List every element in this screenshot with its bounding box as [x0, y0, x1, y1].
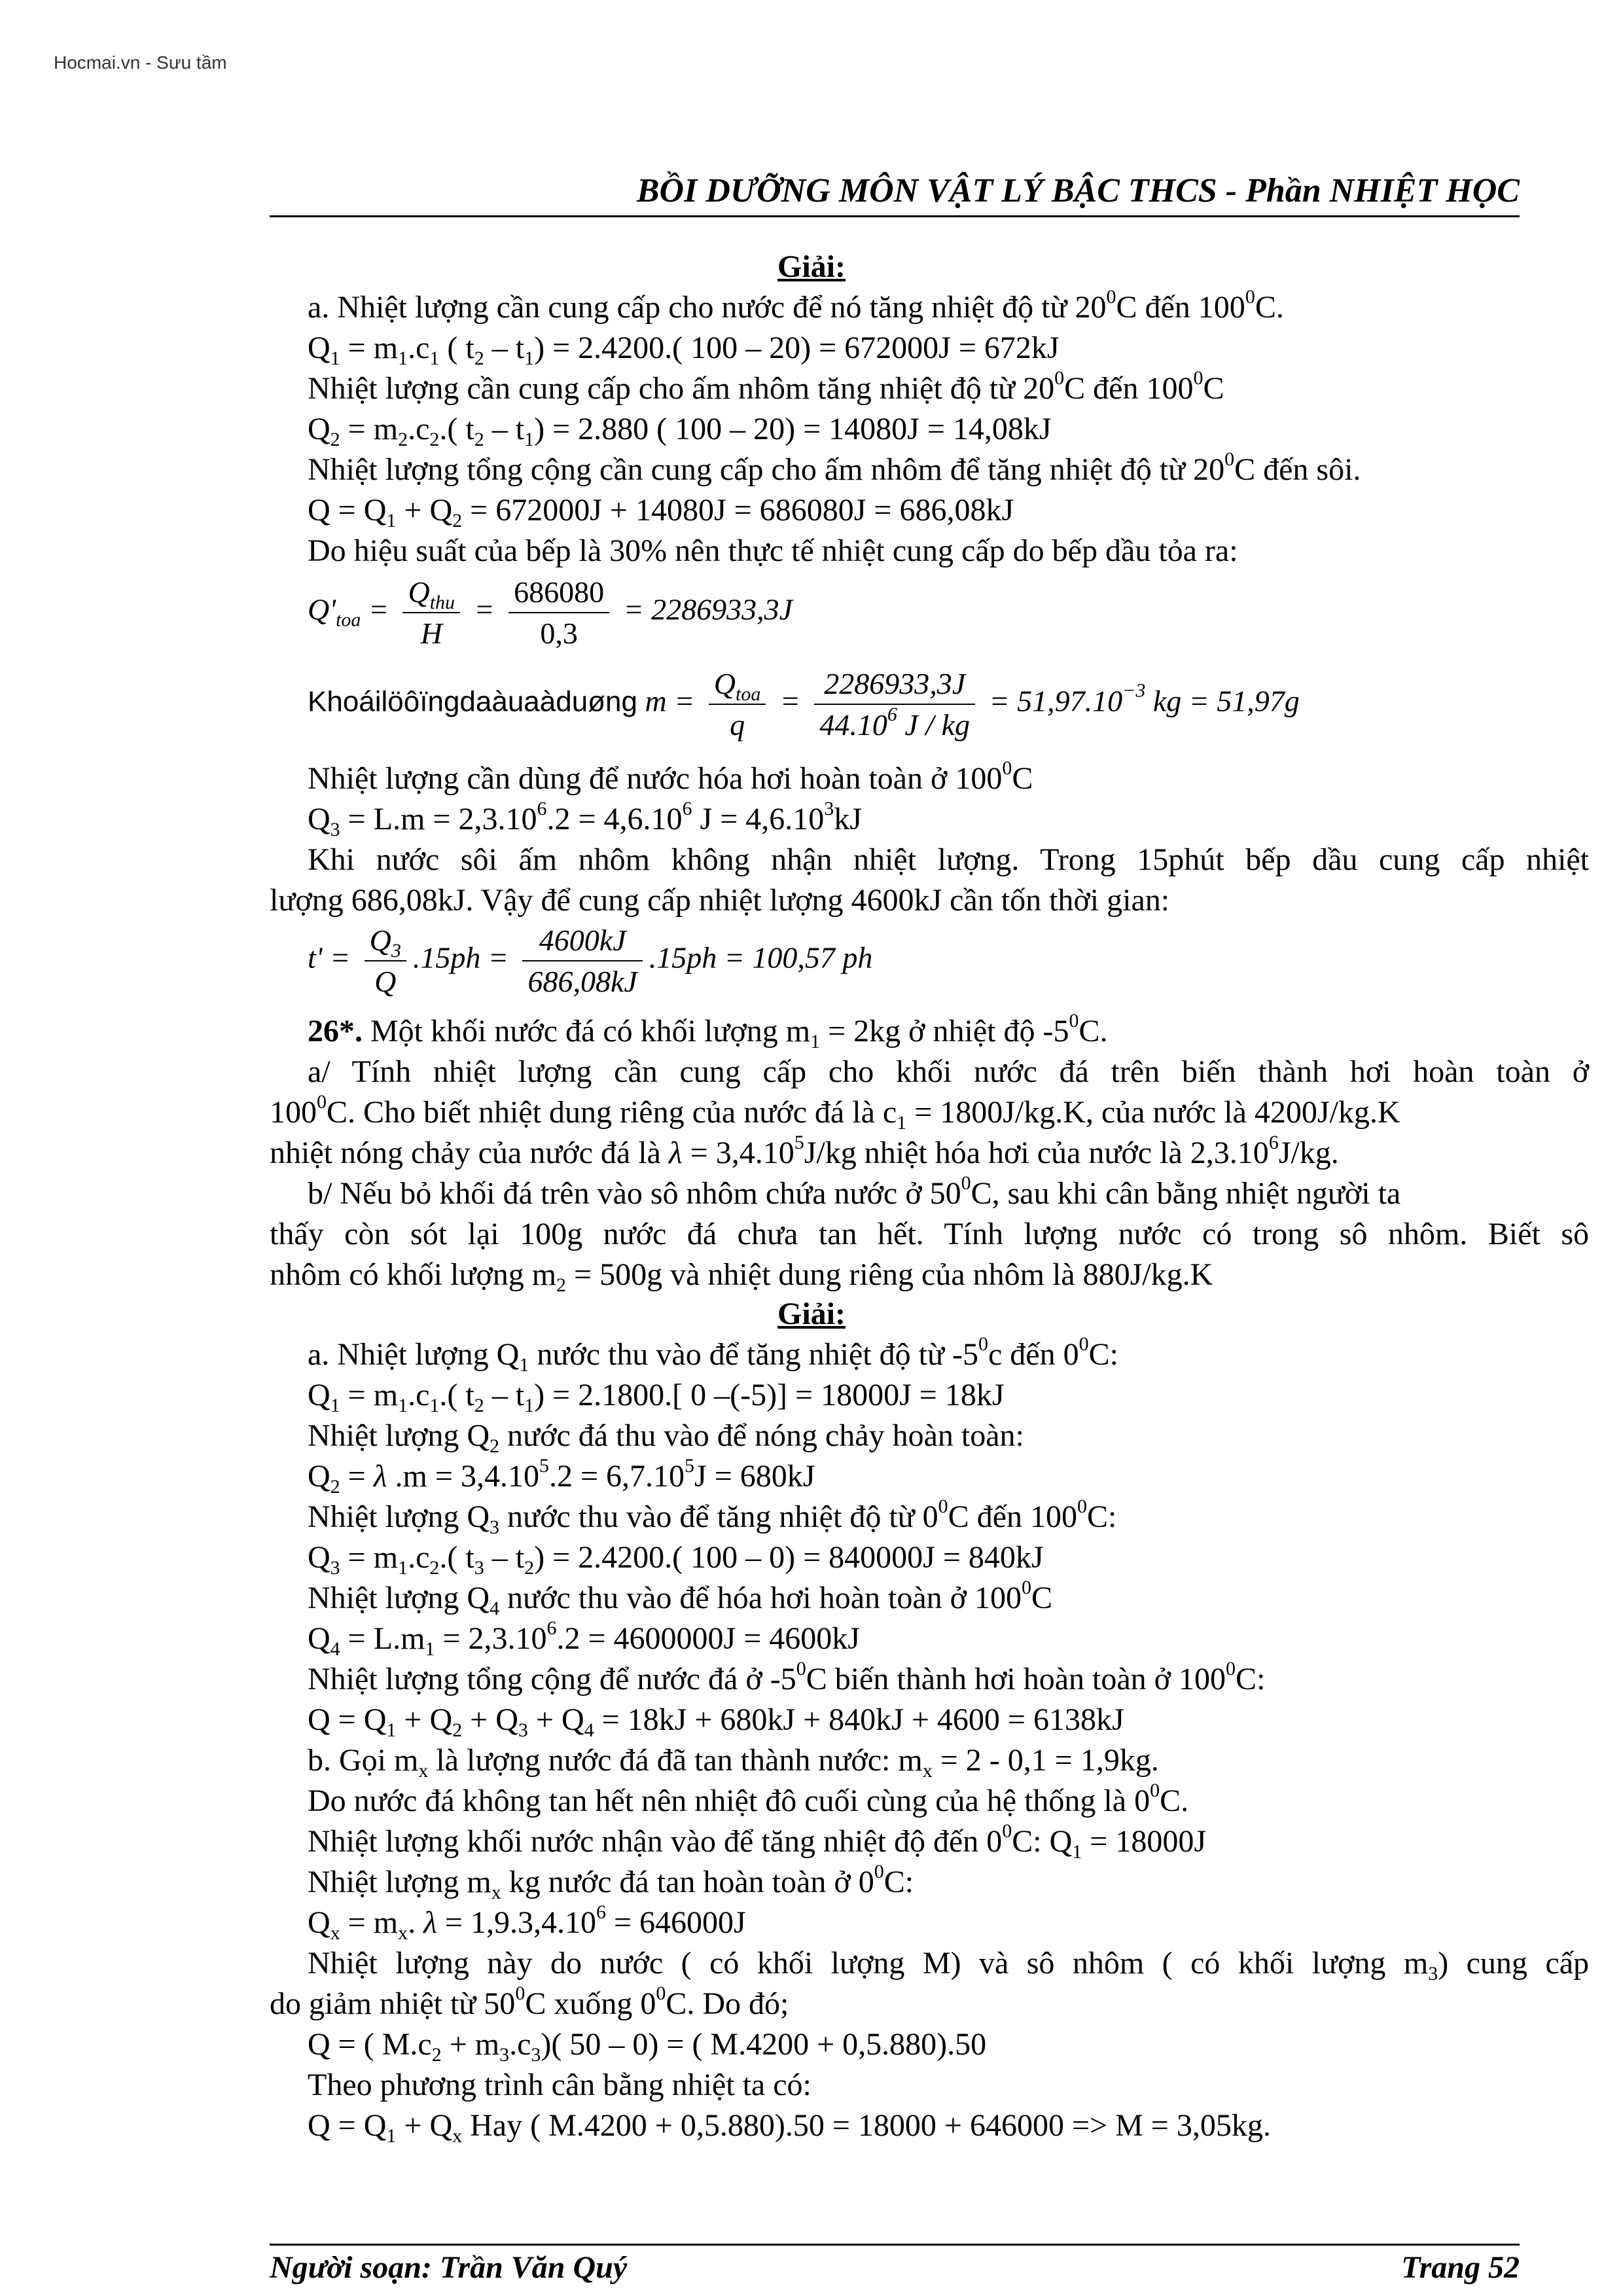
text-line: nhôm có khối lượng $m_2 = 500g$ và nhiệt dung riêng của nhôm là 880J/kg.K: [270, 1257, 1213, 1296]
text-line: Do nước đá không tan hết nên nhiệt đô cuối cùng của hệ thống là $0^0C$.: [308, 1780, 1189, 1818]
text-line: $Q_4 = L.m_1 = 2,3.10^6.2 = 4600000J = 4600kJ$: [308, 1617, 860, 1660]
text-line: b. Gọi $m_x$ là lượng nước đá đã tan thành nước: $m_x = 2 - 0,1 = 1,9kg$.: [308, 1743, 1159, 1782]
text-line: Do hiệu suất của bếp là 30% nên thực tế nhiệt cung cấp do bếp dầu tỏa ra:: [308, 533, 1238, 568]
watermark: Hocmai.vn - Sưu tầm: [54, 52, 227, 73]
solution-heading: Giải:: [777, 1297, 846, 1331]
page-header: BỒI DƯỠNG MÔN VẬT LÝ BẬC THCS - Phần NHIỆT HỌC: [270, 171, 1520, 217]
text-line: $Q = Q_1 + Q_2 = 672000J + 14080J = 686080J = 686,08kJ$: [308, 493, 1014, 531]
formula-fuel-mass: Khoáilöôïngdaàuaàduøng m = $\frac{Q_{toa}}{q}$ = $\frac{2286933,3J}{44.10^6 J / kg}$ = $51,97.10^{-3}$ kg = 51,97g: [308, 667, 1300, 742]
text-line: Nhiệt lượng khối nước nhận vào để tăng nhiệt độ đến $0^0C$: $Q_1 = 18000J$: [308, 1820, 1207, 1863]
text-line: $Q_1 = m_1.c_1$.( $t_2 - t_1) = 2.1800$.[ 0 –(-5)] = 18000J = 18kJ: [308, 1378, 1005, 1416]
text-line: Nhiệt lượng tổng cộng cần cung cấp cho ấm nhôm để tăng nhiệt độ từ $20^0C$ đến sôi.: [308, 448, 1361, 487]
text-line: do giảm nhiệt từ $50^0C$ xuống $0^0C$. Do đó;: [270, 1982, 789, 2021]
text-line: $Q_1 = m_1.c_1$ ( $t_2 - t_1) = 2.4200$.( 100 – 20) = 672000J = 672kJ: [308, 331, 1060, 369]
text-line: $Q_3 = L.m = 2,3.10^6.2 = 4,6.10^6$ $J = 4,6.10^3kJ$: [308, 798, 862, 840]
text-line: $Q_2 = m_2.c_2$.( $t_2 - t_1) = 2.880$ ( 100 – 20) = 14080J = 14,08kJ: [308, 412, 1052, 450]
text-line: Nhiệt lượng $m_x$ kg nước đá tan hoàn toàn ở $0^0C$:: [308, 1861, 914, 1903]
page-number: Trang 52: [1401, 2250, 1520, 2285]
text-line: Nhiệt lượng $Q_3$ nước thu vào để tăng nhiệt độ từ $0^0C$ đến $100^0C$:: [308, 1496, 1117, 1538]
formula-time: t' = $\frac{Q_3}{Q}$ .15ph = $\frac{4600kJ}{686,08kJ}$ .15ph = 100,57 ph: [308, 924, 873, 998]
text-line: Theo phương trình cân bằng nhiệt ta có:: [308, 2068, 812, 2102]
page-footer: [270, 2244, 1520, 2286]
text-line: b/ Nếu bỏ khối đá trên vào sô nhôm chứa nước ở $50^0C$, sau khi cân bằng nhiệt người ta: [308, 1172, 1401, 1211]
solution-heading: Giải:: [777, 249, 846, 284]
text-line: nhiệt nóng chảy của nước đá là $\lambda = 3,4.10^5J/kg$ nhiệt hóa hơi của nước là 2,3.10$^6$J/kg.: [270, 1132, 1339, 1170]
text-line: Nhiệt lượng này do nước ( có khối lượng M) và sô nhôm ( có khối lượng $m_3$) cung cấp: [308, 1946, 1589, 1984]
text-line: $Q = Q_1 + Q_2 + Q_3 + Q_4 = 18kJ + 680kJ + 840kJ + 4600 = 6138kJ$: [308, 1702, 1124, 1741]
text-line: a. Nhiệt lượng cần cung cấp cho nước để nó tăng nhiệt độ từ $20^0C$ đến $100^0C$.: [308, 286, 1284, 325]
text-line: Nhiệt lượng cần cung cấp cho ấm nhôm tăng nhiệt độ từ $20^0C$ đến $100^0C$: [308, 367, 1224, 406]
author: Người soạn: Trần Văn Quý: [270, 2250, 628, 2285]
text-line: Q = ( $M.c_2 + m_3.c_3$)( 50 – 0) = ( M.4200 + 0,5.880).50: [308, 2027, 987, 2066]
text-line: Nhiệt lượng cần dùng để nước hóa hơi hoàn toàn ở $100^0C$: [308, 757, 1033, 796]
text-line: a. Nhiệt lượng $Q_1$ nước thu vào để tăng nhiệt độ từ $-5^0c$ đến $0^0C$:: [308, 1333, 1118, 1376]
text-line: lượng 686,08kJ. Vậy để cung cấp nhiệt lượng 4600kJ cần tốn thời gian:: [270, 883, 1170, 918]
text-line: $Q = Q_1 + Q_x$ Hay ( M.4200 + 0,5.880).50 = 18000 + 646000 => M = 3,05kg.: [308, 2108, 1271, 2147]
text-line: a/ Tính nhiệt lượng cần cung cấp cho khối nước đá trên biến thành hơi hoàn toàn ở: [308, 1054, 1589, 1089]
text-line: $Q_2 = \lambda$ $.m = 3,4.10^5.2 = 6,7.10^5J = 680kJ$: [308, 1455, 815, 1498]
text-line: $100^0C$. Cho biết nhiệt dung riêng của nước đá là $c_1 = 1800J/kg.K$, của nước là 4200J/kg.K: [270, 1091, 1400, 1134]
text-line: Nhiệt lượng $Q_4$ nước thu vào để hóa hơi hoàn toàn ở $100^0C$: [308, 1577, 1053, 1619]
text-line: Nhiệt lượng $Q_2$ nước đá thu vào để nóng chảy hoàn toàn:: [308, 1418, 1024, 1457]
text-line: Khi nước sôi ấm nhôm không nhận nhiệt lượng. Trong 15phút bếp dầu cung cấp nhiệt: [308, 842, 1589, 877]
text-line: thấy còn sót lại 100g nước đá chưa tan hết. Tính lượng nước có trong sô nhôm. Biết sô: [270, 1217, 1589, 1251]
formula-heat-released: $Q'_{toa}$ = $\frac{Q_{thu}}{H}$ = $\frac{686080}{0,3}$ = 2286933,3J: [308, 575, 793, 650]
text-line: Nhiệt lượng tổng cộng để nước đá ở $-5^0C$ biến thành hơi hoàn toàn ở $100^0C$:: [308, 1658, 1266, 1696]
text-line: $Q_x = m_x$. $\lambda = 1,9.3,4.10^6 = 646000J$: [308, 1901, 746, 1944]
problem-26-intro: 26*. Một khối nước đá có khối lượng $m_1 = 2kg$ ở nhiệt độ $-5^0C$.: [308, 1010, 1108, 1052]
text-line: $Q_3 = m_1.c_2$.( $t_3 - t_2) = 2.4200$.( 100 – 0) = 840000J = 840kJ: [308, 1540, 1044, 1579]
